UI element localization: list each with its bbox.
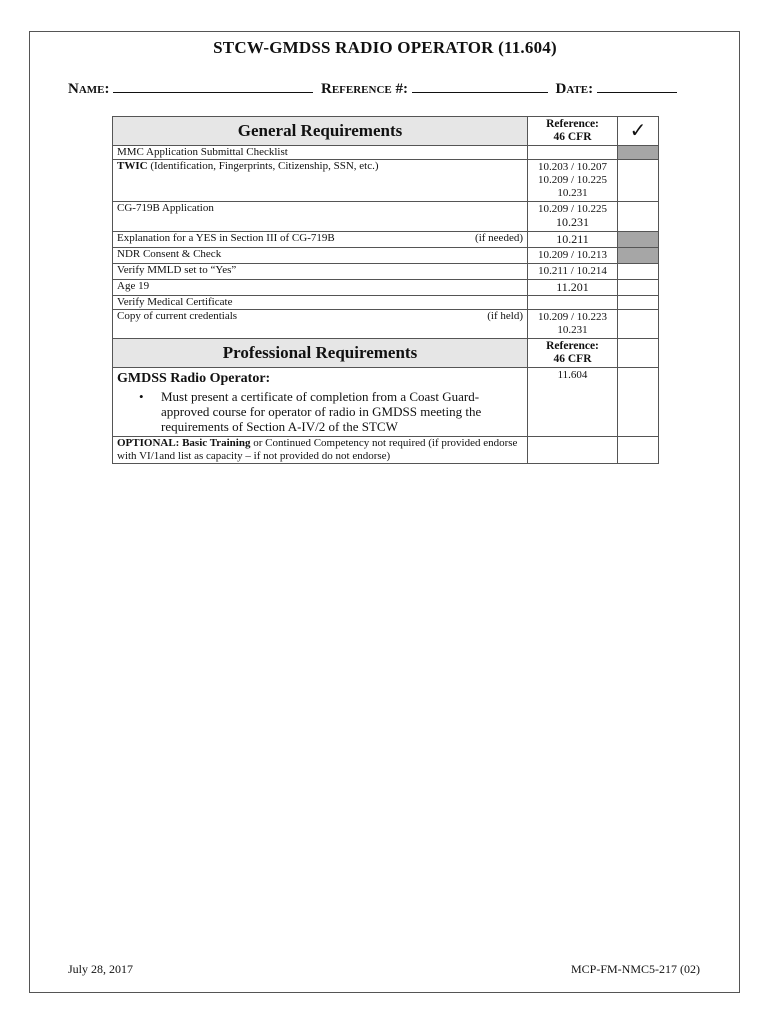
row-note: (if needed) (475, 232, 523, 244)
row-label: NDR Consent & Check (113, 248, 528, 264)
row-label: Verify MMLD set to “Yes” (113, 264, 528, 280)
row-checkbox (618, 232, 659, 248)
reference-field[interactable] (412, 78, 548, 93)
footer-form-id: MCP-FM-NMC5-217 (02) (570, 962, 700, 976)
ref-line: 10.231 (557, 324, 588, 336)
table-row (113, 232, 659, 248)
name-label: Name: (68, 81, 110, 97)
general-ref-heading (528, 117, 618, 146)
row-note: (if held) (487, 310, 523, 322)
row-ref (528, 310, 618, 339)
row-ref: 10.211 / 10.214 (528, 264, 618, 280)
row-ref: 11.604 (528, 368, 618, 437)
row-checkbox[interactable] (618, 280, 659, 296)
row-label (113, 232, 528, 248)
row-label-text: Explanation for a YES in Section III of CG-719B (117, 232, 335, 244)
table-row (113, 296, 659, 310)
date-field[interactable] (597, 78, 677, 93)
operator-title: GMDSS Radio Operator: (117, 371, 271, 386)
row-ref (528, 202, 618, 232)
row-checkbox[interactable] (618, 368, 659, 437)
professional-ref-heading (528, 339, 618, 368)
name-field[interactable] (113, 78, 313, 93)
table-row (113, 146, 659, 160)
ref-heading-line1: Reference: (546, 118, 599, 130)
table-row (113, 202, 659, 232)
footer-date: July 28, 2017 (68, 962, 134, 976)
row-ref (528, 160, 618, 202)
requirements-table (112, 116, 659, 464)
row-checkbox (618, 248, 659, 264)
ref-line: 10.209 / 10.225 (537, 203, 608, 215)
ref-line: 10.231 (556, 215, 589, 229)
table-row (113, 310, 659, 339)
row-checkbox[interactable] (618, 202, 659, 232)
reference-label: Reference #: (321, 81, 408, 97)
row-label: Age 19 (113, 280, 528, 296)
operator-cell (113, 368, 528, 437)
check-icon: ✓ (618, 117, 659, 146)
bullet-icon: • (139, 389, 144, 404)
row-ref (528, 296, 618, 310)
ref-heading-line2: 46 CFR (553, 353, 592, 365)
optional-bold: OPTIONAL: Basic Training (117, 437, 251, 449)
operator-bullet (139, 389, 523, 434)
table-row (113, 160, 659, 202)
row-checkbox (618, 146, 659, 160)
professional-header-row (113, 339, 659, 368)
row-label: MMC Application Submittal Checklist (113, 146, 528, 160)
ref-line: 10.209 / 10.223 (537, 311, 608, 323)
row-label-text: (Identification, Fingerprints, Citizenship, SSN, etc.) (147, 160, 379, 172)
row-label (113, 160, 528, 202)
row-label: Verify Medical Certificate (113, 296, 528, 310)
row-ref: 11.201 (528, 280, 618, 296)
optional-cell (113, 437, 528, 464)
row-label-text: Copy of current credentials (117, 310, 238, 322)
bullet-text: Must present a certificate of completion from a Coast Guard-approved course for operator of radio in GMDSS meeting the requirements of Section A-IV/2 of the STCW (161, 389, 482, 434)
ref-heading-line1: Reference: (546, 340, 599, 352)
general-heading: General Requirements (113, 117, 528, 146)
table-row (113, 280, 659, 296)
row-label-bold: TWIC (117, 160, 148, 172)
row-ref: 10.209 / 10.213 (528, 248, 618, 264)
row-ref (528, 437, 618, 464)
row-checkbox[interactable] (618, 310, 659, 339)
row-checkbox[interactable] (618, 437, 659, 464)
row-checkbox[interactable] (618, 160, 659, 202)
header-fields (68, 78, 708, 98)
row-checkbox[interactable] (618, 264, 659, 280)
table-row (113, 264, 659, 280)
ref-line: 10.209 / 10.225 (537, 174, 608, 186)
ref-line: 10.203 / 10.207 (537, 161, 608, 173)
page-title: STCW-GMDSS RADIO OPERATOR (11.604) (213, 38, 557, 57)
table-row (113, 248, 659, 264)
table-row (113, 368, 659, 437)
general-header-row (113, 117, 659, 146)
date-label: Date: (555, 81, 594, 97)
row-label: CG-719B Application (113, 202, 528, 232)
ref-line: 10.231 (557, 187, 588, 199)
optional-text: or Continued Competency not required (if provided endorse with VI/1and list as capacity – if not provided do not endorse) (117, 437, 518, 462)
header-checkbox-cell (618, 339, 659, 368)
row-ref (528, 146, 618, 160)
ref-heading-line2: 46 CFR (553, 131, 592, 143)
table-row (113, 437, 659, 464)
row-label (113, 310, 528, 339)
professional-heading: Professional Requirements (113, 339, 528, 368)
row-checkbox[interactable] (618, 296, 659, 310)
row-ref: 10.211 (528, 232, 618, 248)
